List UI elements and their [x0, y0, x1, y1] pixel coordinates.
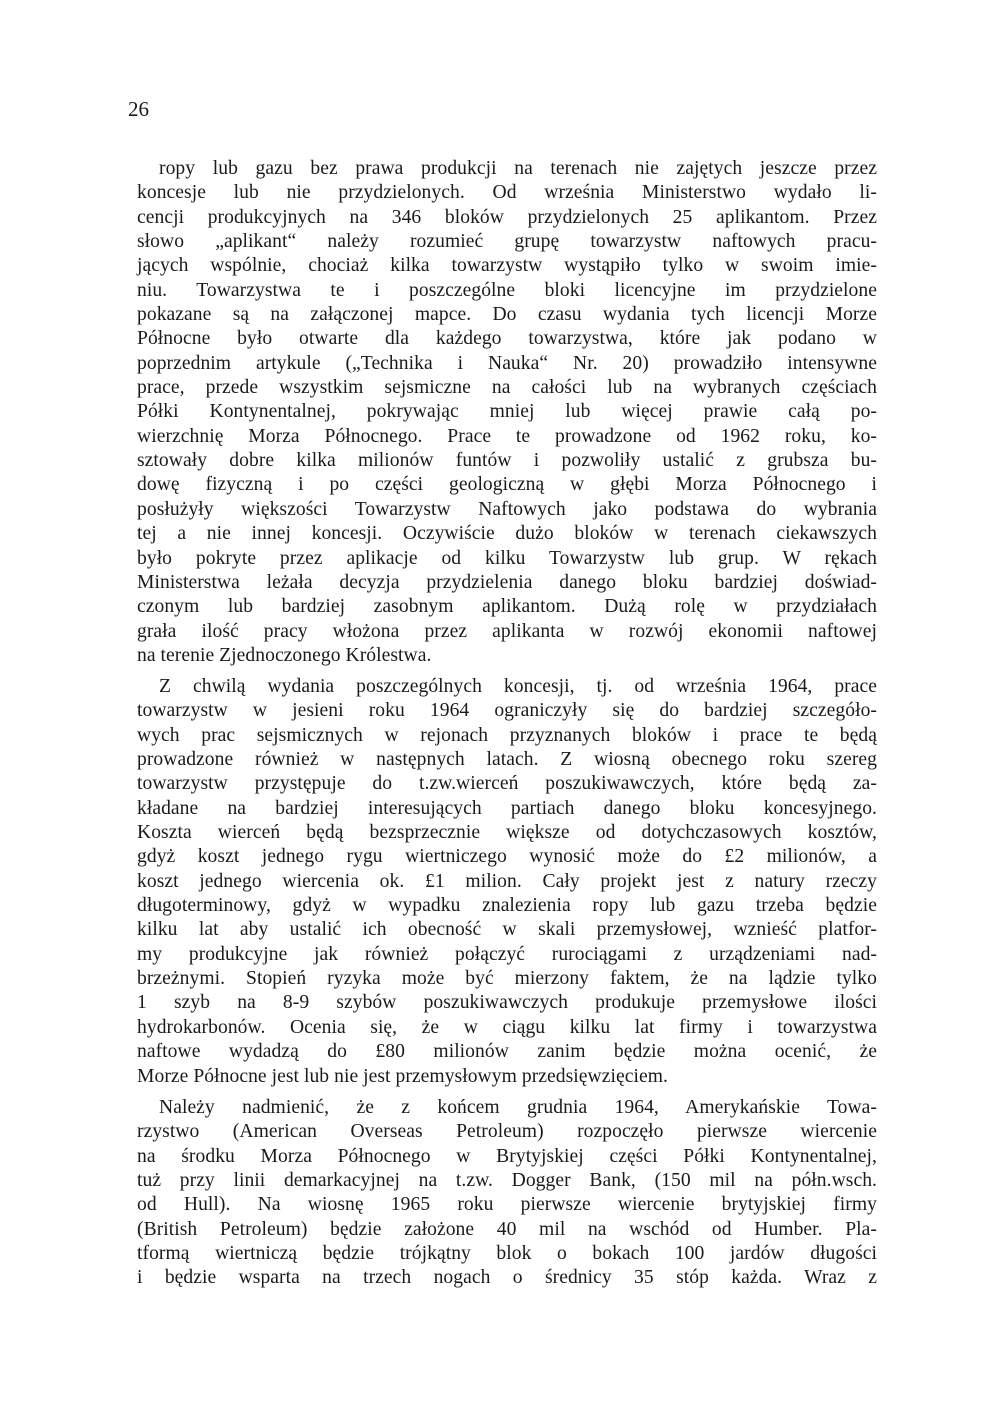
text-line: naftowe wydadzą do £80 milionów zanim będzie można ocenić, że: [137, 1041, 877, 1063]
text-line: słowo „aplikant“ należy rozumieć grupę towarzystw naftowych pracu-: [137, 231, 877, 253]
text-line: czonym lub bardziej zasobnym aplikantom. Dużą rolę w przydziałach: [137, 596, 877, 618]
text-line: na środku Morza Północnego w Brytyjskiej części Półki Kontynentalnej,: [137, 1145, 877, 1167]
text-line: tej a nie innej koncesji. Oczywiście dużo bloków w terenach ciekawszych: [137, 523, 877, 545]
text-line: koszt jednego wiercenia ok. £1 milion. Cały projekt jest z natury rzeczy: [137, 870, 877, 892]
text-line: prace, przede wszystkim sejsmiczne na całości lub na wybranych częściach: [137, 377, 877, 399]
text-line: my produkcyjne jak również połączyć rurociągami z urządzeniami nad-: [137, 943, 877, 965]
text-line: sztowały dobre kilka milionów funtów i pozwoliły ustalić z grubsza bu-: [137, 450, 877, 472]
text-line: 1 szyb na 8-9 szybów poszukiwawczych produkuje przemysłowe ilości: [137, 992, 877, 1014]
text-line: brzeżnymi. Stopień ryzyka może być mierzony faktem, że na lądzie tylko: [137, 968, 877, 990]
text-line: cencji produkcyjnych na 346 bloków przydzielonych 25 aplikantom. Przez: [137, 206, 877, 228]
text-line: hydrokarbonów. Ocenia się, że w ciągu kilku lat firmy i towarzystwa: [137, 1016, 877, 1038]
text-line: ropy lub gazu bez prawa produkcji na terenach nie zajętych jeszcze przez: [159, 158, 877, 179]
page-number: 26: [128, 97, 149, 121]
text-line: wych prac sejsmicznych w rejonach przyznanych bloków i prace te będą: [137, 724, 877, 746]
text-line: pokazane są na załączonej mapce. Do czasu wydania tych licencji Morze: [137, 304, 877, 326]
text-line: towarzystw przystępuje do t.zw.wierceń poszukiwawczych, które będą za-: [137, 773, 877, 795]
text-line: od Hull). Na wiosnę 1965 roku pierwsze wiercenie brytyjskiej firmy: [137, 1194, 877, 1216]
text-line: wierzchnię Morza Północnego. Prace te prowadzone od 1962 roku, ko-: [137, 425, 877, 447]
text-line: Półki Kontynentalnej, pokrywając mniej lub więcej prawie całą po-: [137, 401, 877, 423]
text-line: na terenie Zjednoczonego Królestwa.: [137, 644, 432, 666]
text-line: niu. Towarzystwa te i poszczególne bloki licencyjne im przydzielone: [137, 279, 877, 301]
text-line: koncesje lub nie przydzielonych. Od września Ministerstwo wydało li-: [137, 182, 877, 204]
text-line: było pokryte przez aplikacje od kilku Towarzystw lub grup. W rękach: [137, 547, 877, 569]
text-line: (British Petroleum) będzie założone 40 mil na wschód od Humber. Pla-: [137, 1218, 877, 1240]
text-line: tuż przy linii demarkacyjnej na t.zw. Dogger Bank, (150 mil na półn.wsch.: [137, 1170, 877, 1192]
text-line: towarzystw w jesieni roku 1964 ograniczyły się do bardziej szczegóło-: [137, 700, 877, 722]
paragraph-1: [137, 157, 877, 668]
text-line: Północne było otwarte dla każdego towarzystwa, które jak podano w: [137, 328, 877, 350]
text-line: długoterminowy, gdyż w wypadku znalezienia ropy lub gazu trzeba będzie: [137, 895, 877, 917]
text-line: i będzie wsparta na trzech nogach o średnicy 35 stóp każda. Wraz z: [137, 1267, 877, 1289]
paragraph-2: [137, 675, 877, 1089]
text-line: jących wspólnie, chociaż kilka towarzystw wystąpiło tylko w swoim imie-: [137, 255, 877, 277]
text-line: prowadzone również w następnych latach. Z wiosną obecnego roku szereg: [137, 749, 877, 771]
text-line: Z chwilą wydania poszczególnych koncesji, tj. od września 1964, prace: [159, 676, 877, 697]
text-line: grała ilość pracy włożona przez aplikanta w rozwój ekonomii naftowej: [137, 620, 877, 642]
text-line: rzystwo (American Overseas Petroleum) rozpoczęło pierwsze wiercenie: [137, 1121, 877, 1143]
text-line: dowę fizyczną i po części geologiczną w głębi Morza Północnego i: [137, 474, 877, 496]
text-line: Morze Północne jest lub nie jest przemysłowym przedsięwzięciem.: [137, 1065, 668, 1087]
text-line: Należy nadmienić, że z końcem grudnia 1964, Amerykańskie Towa-: [159, 1097, 877, 1118]
text-line: kilku lat aby ustalić ich obecność w skali przemysłowej, wznieść platfor-: [137, 919, 877, 941]
text-line: tformą wiertniczą będzie trójkątny blok o bokach 100 jardów długości: [137, 1243, 877, 1265]
text-line: posłużyły większości Towarzystw Naftowych jako podstawa do wybrania: [137, 498, 877, 520]
paragraph-3: [137, 1096, 877, 1291]
text-line: Ministerstwa leżała decyzja przydzielenia danego bloku bardziej doświad-: [137, 571, 877, 593]
text-line: Koszta wierceń będą bezsprzecznie większe od dotychczasowych kosztów,: [137, 822, 877, 844]
text-line: gdyż koszt jednego rygu wiertniczego wynosić może do £2 milionów, a: [137, 846, 877, 868]
text-line: kładane na bardziej interesujących partiach danego bloku koncesyjnego.: [137, 797, 877, 819]
text-line: poprzednim artykule („Technika i Nauka“ Nr. 20) prowadziło intensywne: [137, 352, 877, 374]
